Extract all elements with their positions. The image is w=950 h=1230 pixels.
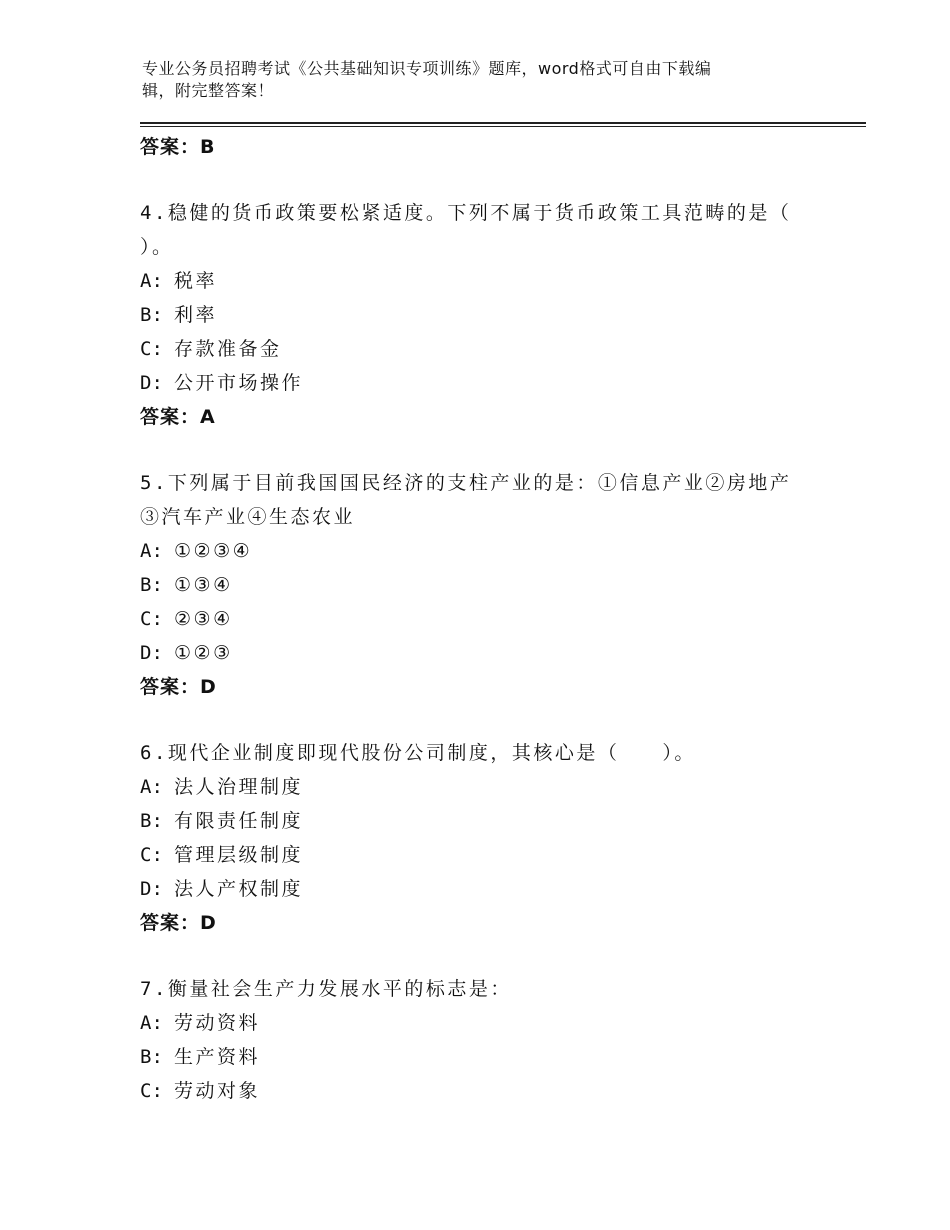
option-text: 税率	[174, 270, 218, 292]
option-b	[140, 568, 820, 602]
option-text: ②③④	[174, 608, 233, 630]
option-label: C:	[140, 338, 163, 360]
option-label: A:	[140, 540, 163, 562]
option-label: D:	[140, 372, 163, 394]
option-text: 公开市场操作	[174, 372, 304, 394]
question-stem-line: 7.衡量社会生产力发展水平的标志是：	[140, 978, 512, 1000]
question-stem	[140, 196, 820, 264]
question-4	[140, 196, 820, 434]
question-stem-line: 6.现代企业制度即现代股份公司制度，其核心是（ ）。	[140, 742, 696, 764]
option-label: D:	[140, 878, 163, 900]
option-text: 劳动对象	[174, 1080, 261, 1102]
question-6	[140, 736, 820, 940]
option-label: A:	[140, 270, 163, 292]
option-text: 生产资料	[174, 1046, 261, 1068]
option-c	[140, 332, 820, 366]
option-text: 管理层级制度	[174, 844, 304, 866]
option-text: ①②③④	[174, 540, 253, 562]
option-label: C:	[140, 608, 163, 630]
document-header	[142, 58, 802, 102]
option-text: 法人治理制度	[174, 776, 304, 798]
option-text: 存款准备金	[174, 338, 282, 360]
document-body	[140, 130, 820, 1108]
option-c	[140, 838, 820, 872]
option-label: B:	[140, 304, 163, 326]
option-label: A:	[140, 776, 163, 798]
option-a	[140, 534, 820, 568]
header-line-2: 辑，附完整答案！	[142, 81, 275, 100]
question-stem-line: 4.稳健的货币政策要松紧适度。下列不属于货币政策工具范畴的是（	[140, 202, 792, 224]
option-label: D:	[140, 642, 163, 664]
question-stem-line: ③汽车产业④生态农业	[140, 506, 356, 528]
option-text: ①③④	[174, 574, 233, 596]
answer-line: 答案：B	[140, 136, 216, 158]
option-label: B:	[140, 574, 163, 596]
option-b	[140, 804, 820, 838]
question-stem	[140, 736, 820, 770]
answer-line: 答案：D	[140, 676, 217, 698]
option-b	[140, 1040, 820, 1074]
option-text: 法人产权制度	[174, 878, 304, 900]
option-a	[140, 264, 820, 298]
option-d	[140, 636, 820, 670]
option-d	[140, 872, 820, 906]
option-c	[140, 1074, 820, 1108]
question-stem	[140, 972, 820, 1006]
option-b	[140, 298, 820, 332]
answer-line: 答案：A	[140, 406, 216, 428]
question-7	[140, 972, 820, 1108]
option-text: 有限责任制度	[174, 810, 304, 832]
option-label: C:	[140, 844, 163, 866]
option-text: 利率	[174, 304, 218, 326]
question-stem-line: ）。	[140, 236, 174, 258]
option-d	[140, 366, 820, 400]
answer-line: 答案：D	[140, 912, 217, 934]
question-stem	[140, 466, 820, 534]
header-rule-thick	[140, 122, 866, 124]
question-5	[140, 466, 820, 704]
option-label: B:	[140, 810, 163, 832]
option-label: A:	[140, 1012, 163, 1034]
option-a	[140, 1006, 820, 1040]
option-label: B:	[140, 1046, 163, 1068]
header-line-1: 专业公务员招聘考试《公共基础知识专项训练》题库，word格式可自由下载编	[142, 59, 712, 78]
option-a	[140, 770, 820, 804]
header-rule-thin	[140, 126, 866, 127]
question-stem-line: 5.下列属于目前我国国民经济的支柱产业的是：①信息产业②房地产	[140, 472, 792, 494]
option-text: ①②③	[174, 642, 233, 664]
option-c	[140, 602, 820, 636]
option-text: 劳动资料	[174, 1012, 261, 1034]
option-label: C:	[140, 1080, 163, 1102]
